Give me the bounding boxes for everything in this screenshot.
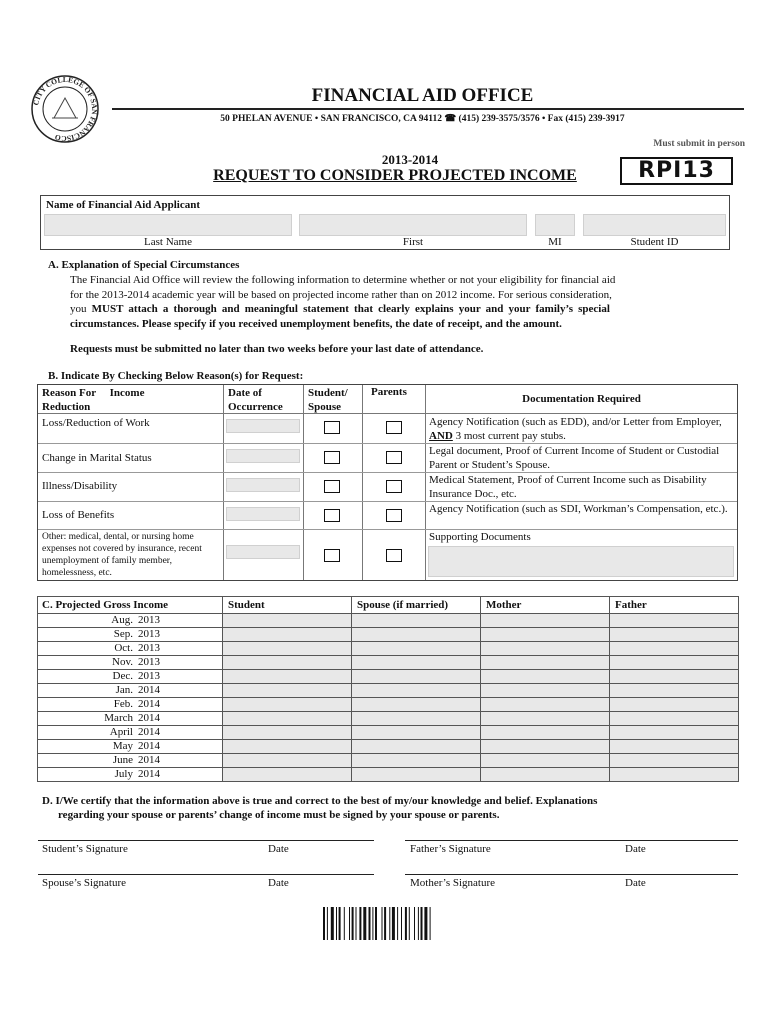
barcode-bar — [384, 907, 386, 940]
mother-income-field[interactable] — [481, 712, 610, 726]
must-emphasis: MUST — [91, 303, 124, 315]
month-year: 2014 — [138, 754, 160, 766]
income-row — [38, 656, 739, 670]
student-income-field[interactable] — [223, 628, 352, 642]
barcode-bar — [382, 907, 383, 940]
month-year: 2013 — [138, 642, 160, 654]
form-year: 2013-2014 — [381, 152, 439, 167]
date-field-3[interactable] — [226, 478, 300, 492]
month-cell — [38, 768, 223, 782]
barcode-bar — [344, 907, 345, 940]
spouse-income-field[interactable] — [352, 740, 481, 754]
student-checkbox-5[interactable] — [324, 549, 340, 562]
reason-loss-of-work: Loss/Reduction of Work — [42, 417, 150, 429]
col-mother: Mother — [481, 597, 610, 614]
father-income-field[interactable] — [610, 698, 739, 712]
and-emphasis: AND — [429, 430, 453, 442]
col-father: Father — [610, 597, 739, 614]
student-signature-label: Student’s Signature — [42, 843, 128, 855]
month-cell — [38, 740, 223, 754]
income-row — [38, 670, 739, 684]
income-row — [38, 712, 739, 726]
line-3-pre: you — [70, 303, 92, 315]
month-cell — [38, 670, 223, 684]
month-year: 2013 — [138, 656, 160, 668]
doc-row-4: Agency Notification (such as SDI, Workman’s Compensation, etc.). — [429, 503, 728, 515]
supporting-docs-field[interactable] — [428, 546, 734, 577]
section-a-line-1: The Financial Aid Office will review the following information to determine whether or not your eligibility for financial aid — [70, 274, 616, 286]
month-year: 2013 — [138, 628, 160, 640]
student-income-field[interactable] — [223, 712, 352, 726]
submit-note: Must submit in person — [653, 139, 745, 149]
student-income-field[interactable] — [223, 740, 352, 754]
student-income-field[interactable] — [223, 754, 352, 768]
mother-income-field[interactable] — [481, 768, 610, 782]
college-seal — [30, 74, 100, 144]
month-cell — [38, 726, 223, 740]
mother-income-field[interactable] — [481, 614, 610, 628]
mother-income-field[interactable] — [481, 670, 610, 684]
mother-income-field[interactable] — [481, 754, 610, 768]
barcode-bar — [389, 907, 390, 940]
section-b-heading: B. Indicate By Checking Below Reason(s) for Request: — [48, 370, 304, 382]
mother-income-field[interactable] — [481, 628, 610, 642]
mother-income-field[interactable] — [481, 740, 610, 754]
income-row — [38, 740, 739, 754]
date-field-5[interactable] — [226, 545, 300, 559]
mi-label: MI — [548, 236, 562, 248]
mother-income-field[interactable] — [481, 684, 610, 698]
student-income-field[interactable] — [223, 726, 352, 740]
mother-income-field[interactable] — [481, 698, 610, 712]
month-cell — [38, 754, 223, 768]
father-income-field[interactable] — [610, 614, 739, 628]
spouse-income-field[interactable] — [352, 768, 481, 782]
barcode — [323, 907, 464, 940]
spouse-income-field[interactable] — [352, 628, 481, 642]
spouse-income-field[interactable] — [352, 656, 481, 670]
barcode-bar — [339, 907, 341, 940]
month-cell — [38, 712, 223, 726]
deadline-note: Requests must be submitted no later than two weeks before your last date of attendance. — [70, 343, 484, 355]
barcode-bar — [397, 907, 398, 940]
spouse-income-field[interactable] — [352, 614, 481, 628]
income-row — [38, 754, 739, 768]
barcode-bar — [331, 907, 334, 940]
barcode-bar — [414, 907, 415, 940]
office-title: FINANCIAL AID OFFICE — [311, 85, 534, 106]
barcode-bar — [372, 907, 373, 940]
spouse-date-label: Date — [268, 877, 289, 889]
student-income-field[interactable] — [223, 684, 352, 698]
barcode-bar — [352, 907, 354, 940]
col-student-header: Student/ Spouse — [308, 387, 348, 413]
section-a-line-3 — [70, 302, 708, 317]
last-name-label: Last Name — [144, 236, 192, 248]
month-year: 2013 — [138, 670, 160, 682]
first-name-field[interactable] — [299, 214, 527, 236]
spouse-income-field[interactable] — [352, 698, 481, 712]
parents-checkbox-5[interactable] — [386, 549, 402, 562]
spouse-signature-line[interactable] — [38, 874, 374, 875]
date-field-1[interactable] — [226, 419, 300, 433]
month-name: Nov. — [112, 656, 133, 668]
spouse-income-field[interactable] — [352, 684, 481, 698]
mother-date-label: Date — [625, 877, 646, 889]
spouse-income-field[interactable] — [352, 642, 481, 656]
section-a-heading: A. Explanation of Special Circumstances — [48, 259, 240, 271]
month-cell — [38, 628, 223, 642]
month-cell — [38, 656, 223, 670]
month-name: May — [112, 740, 133, 752]
barcode-bar — [418, 907, 419, 940]
parents-checkbox-4[interactable] — [386, 509, 402, 522]
parents-checkbox-1[interactable] — [386, 421, 402, 434]
barcode-bar — [401, 907, 402, 940]
month-cell — [38, 642, 223, 656]
certification-line-1: D. I/We certify that the information above is true and correct to the best of my/our knowledge and belief. Explanations — [42, 795, 598, 807]
month-year: 2013 — [138, 614, 160, 626]
student-checkbox-2[interactable] — [324, 451, 340, 464]
mother-income-field[interactable] — [481, 656, 610, 670]
barcode-bar — [359, 907, 361, 940]
spouse-income-field[interactable] — [352, 712, 481, 726]
income-table — [37, 596, 738, 782]
col-date-header: Date of Occurrence — [228, 387, 283, 413]
month-name: April — [109, 726, 133, 738]
student-income-field[interactable] — [223, 614, 352, 628]
student-checkbox-4[interactable] — [324, 509, 340, 522]
month-year: 2014 — [138, 684, 160, 696]
col-parents-header: Parents — [371, 386, 407, 398]
month-cell — [38, 698, 223, 712]
student-date-label: Date — [268, 843, 289, 855]
father-income-field[interactable] — [610, 628, 739, 642]
col-reason-header: Reason For Income Reduction — [42, 387, 145, 413]
father-income-field[interactable] — [610, 642, 739, 656]
barcode-bar — [375, 907, 377, 940]
father-income-field[interactable] — [610, 684, 739, 698]
student-income-field[interactable] — [223, 768, 352, 782]
section-a-line-2: for the 2013-2014 academic year will be based on projected income rather than on 2012 income. For serious consideration, — [70, 288, 612, 301]
month-name: July — [114, 768, 133, 780]
parents-checkbox-2[interactable] — [386, 451, 402, 464]
income-row — [38, 698, 739, 712]
father-income-field[interactable] — [610, 754, 739, 768]
section-a-line-4: circumstances. Please specify if you received unemployment benefits, the date of receipt, and the amount. — [70, 317, 562, 330]
barcode-bar — [430, 907, 431, 940]
student-id-label: Student ID — [630, 236, 679, 248]
date-field-2[interactable] — [226, 449, 300, 463]
barcode-bar — [369, 907, 371, 940]
student-income-field[interactable] — [223, 642, 352, 656]
barcode-bar — [421, 907, 423, 940]
col-student: Student — [223, 597, 352, 614]
barcode-bar — [336, 907, 337, 940]
month-name: Dec. — [112, 670, 133, 682]
doc-row-3: Medical Statement, Proof of Current Income such as Disability Insurance Doc., etc. — [429, 474, 707, 500]
spouse-signature-label: Spouse’s Signature — [42, 877, 127, 889]
reason-illness: Illness/Disability — [42, 480, 118, 492]
income-heading: C. Projected Gross Income — [38, 597, 223, 614]
student-income-field[interactable] — [223, 698, 352, 712]
applicant-box — [40, 195, 730, 250]
form-title: REQUEST TO CONSIDER PROJECTED INCOME — [213, 167, 577, 184]
barcode-bar — [356, 907, 357, 940]
month-year: 2014 — [138, 726, 160, 738]
income-row — [38, 614, 739, 628]
father-income-field[interactable] — [610, 712, 739, 726]
student-checkbox-3[interactable] — [324, 480, 340, 493]
mother-income-field[interactable] — [481, 642, 610, 656]
month-cell — [38, 614, 223, 628]
father-signature-line[interactable] — [405, 840, 738, 841]
student-income-field[interactable] — [223, 670, 352, 684]
svg-text:CITY COLLEGE OF SAN FRANCISCO: CITY COLLEGE OF SAN FRANCISCO — [31, 74, 100, 144]
spouse-income-field[interactable] — [352, 754, 481, 768]
mother-income-field[interactable] — [481, 726, 610, 740]
doc-row-2: Legal document, Proof of Current Income of Student or Custodial Parent or Student’s Spouse. — [429, 445, 720, 471]
reason-loss-of-benefits: Loss of Benefits — [42, 509, 115, 521]
date-field-4[interactable] — [226, 507, 300, 521]
barcode-bar — [327, 907, 328, 940]
month-name: Sep. — [113, 628, 133, 640]
income-row — [38, 642, 739, 656]
spouse-income-field[interactable] — [352, 670, 481, 684]
barcode-bar — [363, 907, 366, 940]
office-address: 50 PHELAN AVENUE • SAN FRANCISCO, CA 94112 ☎ (415) 239-3575/3576 • Fax (415) 239-3917 — [220, 114, 625, 124]
month-name: March — [104, 712, 133, 724]
income-rows — [38, 614, 739, 782]
father-income-field[interactable] — [610, 656, 739, 670]
student-signature-line[interactable] — [38, 840, 374, 841]
father-income-field[interactable] — [610, 768, 739, 782]
income-row — [38, 768, 739, 782]
reason-other: Other: medical, dental, or nursing home expenses not covered by insurance, recent unemployment of family member, homelessness, etc. — [42, 532, 202, 578]
student-id-field[interactable] — [583, 214, 726, 236]
month-name: Aug. — [111, 614, 133, 626]
first-name-label: First — [402, 236, 424, 248]
month-year: 2014 — [138, 712, 160, 724]
income-row — [38, 726, 739, 740]
mi-field[interactable] — [535, 214, 575, 236]
month-year: 2014 — [138, 698, 160, 710]
student-income-field[interactable] — [223, 656, 352, 670]
month-name: Feb. — [113, 698, 133, 710]
reason-marital-status: Change in Marital Status — [42, 452, 152, 464]
reason-table — [37, 384, 738, 581]
header-rule — [112, 108, 744, 110]
doc-row-1: Agency Notification (such as EDD), and/or Letter from Employer, AND 3 most current pay stubs. — [429, 416, 722, 442]
income-row — [38, 684, 739, 698]
col-spouse: Spouse (if married) — [352, 597, 481, 614]
barcode-bar — [349, 907, 350, 940]
father-income-field[interactable] — [610, 670, 739, 684]
month-year: 2014 — [138, 768, 160, 780]
mother-signature-line[interactable] — [405, 874, 738, 875]
income-row — [38, 628, 739, 642]
form-code-box: RPI13 — [620, 157, 733, 185]
barcode-bar — [405, 907, 407, 940]
barcode-bar — [424, 907, 427, 940]
month-name: Oct. — [114, 642, 133, 654]
certification-line-2: regarding your spouse or parents’ change of income must be signed by your spouse or parents. — [58, 809, 500, 821]
month-cell — [38, 684, 223, 698]
doc-row-5: Supporting Documents — [429, 531, 531, 543]
student-checkbox-1[interactable] — [324, 421, 340, 434]
barcode-bar — [323, 907, 325, 940]
barcode-bar — [409, 907, 410, 940]
col-docs-header: Documentation Required — [522, 393, 641, 405]
section-a-text — [70, 273, 708, 331]
month-year: 2014 — [138, 740, 160, 752]
last-name-field[interactable] — [44, 214, 292, 236]
line-3-post: attach a thorough and meaningful statement that clearly explains your and your family’s special — [123, 303, 610, 315]
month-name: Jan. — [115, 684, 133, 696]
father-income-field[interactable] — [610, 740, 739, 754]
father-signature-label: Father’s Signature — [410, 843, 491, 855]
parents-checkbox-3[interactable] — [386, 480, 402, 493]
spouse-income-field[interactable] — [352, 726, 481, 740]
father-date-label: Date — [625, 843, 646, 855]
barcode-bar — [392, 907, 395, 940]
month-name: June — [112, 754, 133, 766]
applicant-heading: Name of Financial Aid Applicant — [46, 199, 201, 211]
father-income-field[interactable] — [610, 726, 739, 740]
mother-signature-label: Mother’s Signature — [410, 877, 496, 889]
